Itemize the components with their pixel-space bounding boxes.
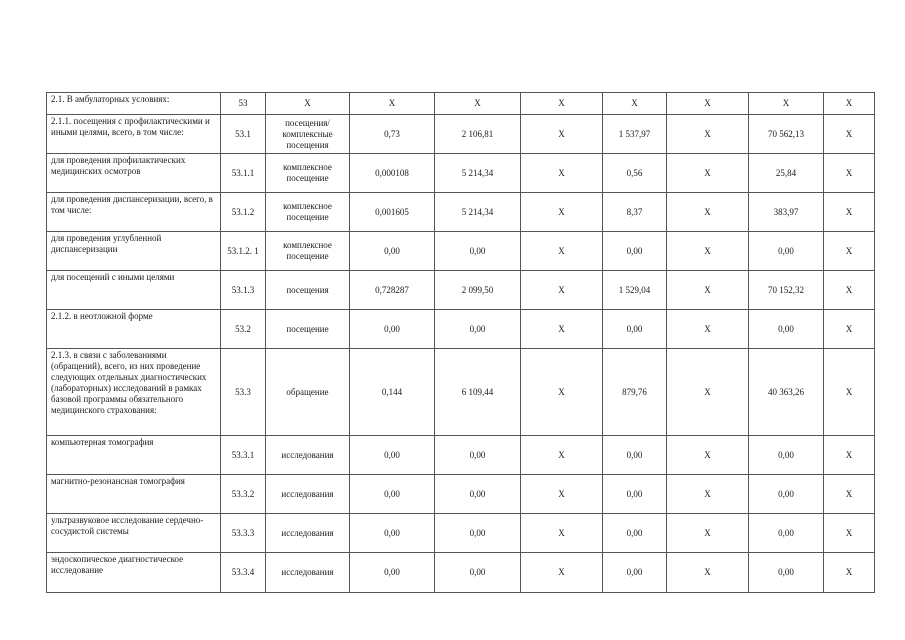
row-unit-cell: исследования [266,514,350,553]
col-9-cell: X [824,553,875,593]
table-row [47,193,875,232]
col-3-cell: 0,00 [350,553,435,593]
col-8-cell: 0,00 [749,232,824,271]
table-row [47,514,875,553]
row-label-cell: для проведения профилактических медицинских осмотров [47,154,221,193]
col-3-cell: X [350,93,435,115]
row-label-cell: для посещений с иными целями [47,271,221,310]
row-code-cell: 53.3.1 [221,436,266,475]
col-3-cell: 0,73 [350,115,435,154]
col-3-cell: 0,144 [350,349,435,436]
col-4-cell: X [435,93,521,115]
col-9-cell: X [824,232,875,271]
col-5-cell: X [521,193,603,232]
table-row [47,475,875,514]
row-unit-cell: исследования [266,436,350,475]
col-8-cell: 0,00 [749,553,824,593]
table-row [47,349,875,436]
table-row [47,93,875,115]
row-label-cell: магнитно-резонансная томография [47,475,221,514]
row-unit-cell: посещения/ комплексные посещения [266,115,350,154]
col-5-cell: X [521,475,603,514]
col-5-cell: X [521,115,603,154]
col-8-cell: 0,00 [749,310,824,349]
row-code-cell: 53.1.2 [221,193,266,232]
col-5-cell: X [521,232,603,271]
col-8-cell: 383,97 [749,193,824,232]
col-5-cell: X [521,154,603,193]
row-code-cell: 53.3 [221,349,266,436]
col-7-cell: X [667,193,749,232]
col-9-cell: X [824,310,875,349]
row-code-cell: 53.1 [221,115,266,154]
row-unit-cell: посещение [266,310,350,349]
row-code-cell: 53.1.2. 1 [221,232,266,271]
col-3-cell: 0,00 [350,514,435,553]
col-6-cell: 1 537,97 [603,115,667,154]
col-7-cell: X [667,310,749,349]
col-6-cell: 0,00 [603,514,667,553]
row-label-cell: 2.1.3. в связи с заболеваниями (обращений), всего, из них проведение следующих отдельных диагностических (лабораторных) исследований в рамках базовой программы обязательного медицинского страхования: [47,349,221,436]
col-9-cell: X [824,115,875,154]
table-row [47,271,875,310]
col-4-cell: 0,00 [435,553,521,593]
col-3-cell: 0,728287 [350,271,435,310]
col-7-cell: X [667,93,749,115]
col-4-cell: 5 214,34 [435,154,521,193]
row-code-cell: 53.3.2 [221,475,266,514]
row-unit-cell: комплексное посещение [266,154,350,193]
col-6-cell: 1 529,04 [603,271,667,310]
col-9-cell: X [824,349,875,436]
col-9-cell: X [824,514,875,553]
col-6-cell: 0,00 [603,310,667,349]
program-table-body [47,93,875,593]
col-3-cell: 0,00 [350,310,435,349]
col-8-cell: 0,00 [749,514,824,553]
col-4-cell: 6 109,44 [435,349,521,436]
col-7-cell: X [667,154,749,193]
row-unit-cell: обращение [266,349,350,436]
row-unit-cell: X [266,93,350,115]
row-label-cell: 2.1.2. в неотложной форме [47,310,221,349]
col-6-cell: 0,00 [603,232,667,271]
col-5-cell: X [521,553,603,593]
row-code-cell: 53.3.3 [221,514,266,553]
row-unit-cell: исследования [266,475,350,514]
col-5-cell: X [521,514,603,553]
col-3-cell: 0,000108 [350,154,435,193]
col-3-cell: 0,00 [350,475,435,514]
table-row [47,232,875,271]
col-9-cell: X [824,475,875,514]
col-8-cell: 40 363,26 [749,349,824,436]
col-9-cell: X [824,436,875,475]
row-code-cell: 53.3.4 [221,553,266,593]
col-6-cell: 0,00 [603,436,667,475]
program-table [46,92,875,593]
col-9-cell: X [824,93,875,115]
col-8-cell: 70 152,32 [749,271,824,310]
col-7-cell: X [667,514,749,553]
row-unit-cell: комплексное посещение [266,193,350,232]
col-4-cell: 2 099,50 [435,271,521,310]
col-3-cell: 0,001605 [350,193,435,232]
col-6-cell: 0,00 [603,475,667,514]
col-7-cell: X [667,232,749,271]
col-3-cell: 0,00 [350,436,435,475]
row-unit-cell: посещения [266,271,350,310]
col-4-cell: 0,00 [435,232,521,271]
col-7-cell: X [667,436,749,475]
col-7-cell: X [667,349,749,436]
row-label-cell: 2.1. В амбулаторных условиях: [47,93,221,115]
col-4-cell: 0,00 [435,436,521,475]
row-label-cell: ультразвуковое исследование сердечно-сосудистой системы [47,514,221,553]
col-5-cell: X [521,271,603,310]
col-9-cell: X [824,271,875,310]
col-4-cell: 0,00 [435,475,521,514]
col-5-cell: X [521,349,603,436]
col-7-cell: X [667,115,749,154]
col-6-cell: X [603,93,667,115]
table-row [47,115,875,154]
col-7-cell: X [667,553,749,593]
row-code-cell: 53.1.3 [221,271,266,310]
col-8-cell: X [749,93,824,115]
table-row [47,310,875,349]
table-row [47,553,875,593]
col-7-cell: X [667,271,749,310]
col-4-cell: 0,00 [435,514,521,553]
col-6-cell: 0,56 [603,154,667,193]
col-5-cell: X [521,436,603,475]
col-8-cell: 0,00 [749,475,824,514]
table-row [47,436,875,475]
col-8-cell: 0,00 [749,436,824,475]
col-6-cell: 0,00 [603,553,667,593]
row-code-cell: 53.2 [221,310,266,349]
col-9-cell: X [824,193,875,232]
col-3-cell: 0,00 [350,232,435,271]
col-5-cell: X [521,310,603,349]
row-label-cell: эндоскопическое диагностическое исследование [47,553,221,593]
col-4-cell: 5 214,34 [435,193,521,232]
col-4-cell: 2 106,81 [435,115,521,154]
col-6-cell: 8,37 [603,193,667,232]
col-7-cell: X [667,475,749,514]
row-unit-cell: исследования [266,553,350,593]
col-8-cell: 70 562,13 [749,115,824,154]
col-4-cell: 0,00 [435,310,521,349]
row-code-cell: 53 [221,93,266,115]
row-label-cell: компьютерная томография [47,436,221,475]
col-6-cell: 879,76 [603,349,667,436]
col-8-cell: 25,84 [749,154,824,193]
row-unit-cell: комплексное посещение [266,232,350,271]
row-label-cell: для проведения углубленной диспансеризации [47,232,221,271]
row-label-cell: 2.1.1. посещения с профилактическими и иными целями, всего, в том числе: [47,115,221,154]
row-code-cell: 53.1.1 [221,154,266,193]
row-label-cell: для проведения диспансеризации, всего, в том числе: [47,193,221,232]
table-row [47,154,875,193]
col-5-cell: X [521,93,603,115]
col-9-cell: X [824,154,875,193]
